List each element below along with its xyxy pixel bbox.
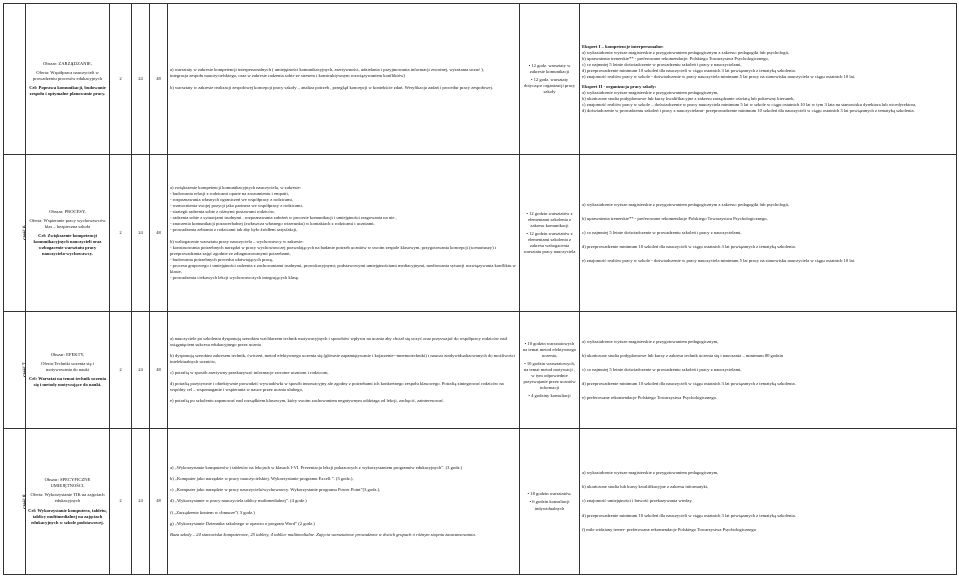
expert-req: b) uprawnienia trenerskie** - preferowane rekomendacje Polskiego Towarzystwa Psychologicznego, [582,215,768,221]
content-line: - budowania relacji z rodzicami oparte na zrozumieniu i empatii, [170,191,289,197]
expert-req: d) przeprowadzenie minimum 10 szkoleń dla nauczycieli w ciągu ostatnich 3 lat powiązanych z tematyką szkolenia. [582,381,796,387]
expert-req: a) wykształcenie wyższe magisterskie z przygotowaniem pedagogicznym, [582,470,719,476]
table-row [4,4,957,155]
hours-count: 24 [132,312,150,429]
total-hours: 48 [150,429,168,575]
content-line: - procesu grupowego i umiejętności radzenia z zachowaniami trudnymi, prowokacyjnymi; podstawowymi umiejętnościami mediacyjnymi, mediowania sytuacji rozwiązywania konfliktu w klasie, [170,262,516,274]
area-offer: Oferta: Współpraca nauczycieli w prowadzeniu procesów edukacyjnych [32,69,103,81]
expert-req: c) znajomość umiejętności i łatwość przekazywania wiedzy, [582,498,693,504]
expert-req: e) znajomość realiów pracy w szkole - doświadczenie w pracy nauczyciela minimum 5 lat pracy na stanowisku nauczyciela w ciągu ostatnich 10 lat. [582,258,856,264]
content-note: Baza szkoły – 24 stanowiska komputerowe, 25 tablety, 4 tablice multimedialne. Zajęcia warsztatowe prowadzone w dwóch grupach o różnym stopniu zaawansowania. [170,531,476,537]
content-line: - rozpoznawania własnych ograniczeń we współpracy z rodzicami, [170,197,293,203]
content-line: c) „Komputer jako narzędzie w pracy nauczyciela/wychowawcy. Wykorzystanie programu Power Point”(3 godz.), [170,487,381,493]
form-cell [520,155,580,312]
form-item: • 12 godz. warsztaty dotyczące organizacji pracy szkoły [523,76,576,95]
expert-req: d) przeprowadzenie minimum 10 szkoleń dla nauczycieli w ciągu ostatnich 3 lat powiązanych z tematyką szkolenia. [582,512,796,518]
expert-cell [580,155,957,312]
form-item: • 10 godzin warsztatowych, na temat metod motywacji , w tym odpowiednie przyswajanie przez uczniów informacji [523,360,576,391]
total-hours: 48 [150,312,168,429]
content-line: - prowadzenia ciekawych lekcji wychowawczych integrujących klasę. [170,274,299,280]
expert-req: a) wykształcenie wyższe magisterskie z przygotowaniem pedagogicznym z zakresu: pedagogiki lub psychologii, [582,49,790,55]
area-domain: Obszar: PROCESY, [49,208,86,214]
form-item: • 4 godziny konsultacji [528,393,571,399]
total-hours: 48 [150,4,168,155]
part-label: część [23,497,26,509]
expert-cell [580,429,957,575]
area-domain: Obszar: EFEKTY, [50,351,85,357]
expert-req: b) ukończone studia lub kursy kwalifikacyjne z zakresu informatyki, [582,484,709,490]
form-cell [520,4,580,155]
table-row [4,429,957,575]
hours-count: 24 [132,429,150,575]
part-cell [4,429,26,575]
groups-count: 2 [110,155,132,312]
offer-table-page [3,3,956,578]
content-line: a) warsztaty w zakresie kompetencji interpersonalnych ( umiejętności komunikacyjnych, asertywności, udzielania i przyjmowania informacji zwrotnej, wyrażania uczuć ), [170,67,484,73]
form-item: • 12 godzin warsztatów z elementami szkolenia z zakresu komunikacji [526,210,573,228]
expert-cell [580,4,957,155]
hours-count: 24 [132,4,150,155]
expert-heading: Ekspert II - organizacja pracy szkoły: [582,84,657,90]
content-line: b) wzbogacenie warsztatu pracy nauczyciela – wychowawcy w zakresie: [170,238,304,244]
area-cell [26,155,110,312]
content-line: f) „Zarządzenie kontem w chmurze”( 3 godz.) [170,509,255,515]
form-item: • 10 godzin warsztatowych na temat metod efektywnego uczenia, [522,340,577,358]
part-label: część [23,366,26,378]
content-line: e) potrafią po szkoleniu zapanować nad rozsądkiem klasowym, który swoim zachowaniem negatywnym oddziaga od lekcji, zachęcić, zainteresować. [170,398,445,404]
content-cell [168,155,520,312]
expert-req: b) uprawnienia trenerskie** - preferowane rekomendacje: Polskiego Towarzystwa Psychologicznego, [582,55,769,61]
expert-req: c) co najmniej 5 letnie doświadczenie w prowadzeniu szkoleń i pracy z nauczycielami, [582,366,742,372]
expert-req: f) mile widziany trener- preferowane rekomendacje Polskiego Towarzystwa Psychologicznego [582,526,757,532]
form-item: • 12 godzin warsztatów z elementami szkolenia z zakresu wzbogacenia warsztatu pracy nauczyciela [523,230,576,255]
expert-req: a) wykształcenie wyższe magisterskie z przygotowaniem pedagogicznym, [582,90,719,96]
expert-req: c) znajomość realiów pracy w szkole – doświadczenie w pracy nauczyciela minimum 5 lat w szkole w ciągu ostatnich 10 lat w tym 3 lata na stanowisku dyrektora lub wicedyrektora, [582,102,917,108]
hours-count: 24 [132,155,150,312]
part-cell [4,312,26,429]
content-line: d) potrafią pozytywnie i obiektywnie prowadzić wywiadówki w sposób innowacyjny ale zgodny z potrzebami ich konkretnego zespołu klasowego. Potrafią zintegrować rodziców na wspólny cel – wspomaganie i wspierania w nauce przez ucznia ulubego, [170,381,504,393]
content-cell [168,312,520,429]
area-offer: Oferta: Wykorzystanie TIK na zajęciach edukacyjnych [30,492,105,504]
expert-req: c) co najmniej 5 letnie doświadczenie w prowadzeniu szkoleń i pracy z nauczycielami, [582,61,742,67]
expert-req: a) wykształcenie wyższe magisterskie z przygotowaniem pedagogicznym, [582,338,719,344]
table-row [4,312,957,429]
expert-req: a) wykształcenie wyższe magisterskie z przygotowaniem pedagogicznym z zakresu: pedagogiki lub psychologii, [582,201,790,207]
content-line: g) „Wykorzystanie Dziennika szkolnego w oparciu o program Word” (2 godz.) [170,520,315,526]
groups-count: 2 [110,429,132,575]
training-offer-table [3,3,957,575]
content-line: - znaczenia komunikacji pozawerbalnej (zwłaszcza własnego wizerunku) w kontaktach z rodzicami i uczniami, [170,221,375,227]
form-cell [520,312,580,429]
area-cell [26,429,110,575]
expert-req: b) ukończone studia podyplomowe lub kursy kwalifikacyjne z zakresu zarządzanie oświatą lub pokrewny kierunek, [582,96,795,102]
content-cell [168,429,520,575]
content-line: a) nauczyciele po szkoleniu dysponują szerokim wachlarzem technik motywacyjnych i sposobów wpływu na ucznia aby chciał się uczyć oraz przyswajać do współpracy rodziców nad osiągnięciem sukcesu edukacyjnego przez ucznia [170,335,507,347]
part-label: część [23,229,26,241]
expert-req: d) przeprowadzenie minimum 10 szkoleń dla nauczycieli w ciągu ostatnich 3 lat powiązanych z tematyką szkolenia. [582,244,796,250]
content-line: - budowania potrzebnych procedur ułatwiających pracę, [170,256,274,262]
content-line: - konstruowania potrzebnych narzędzi w pracy wychowawczej pozwalających na badanie potrzeb uczniów w swoim zespole klasowym, przygotowania koncepcji (scenariuszy) i przeprowadzania zajęć zgodnie ze zdiagnozowanymi potrzebami, [170,244,497,256]
table-row [4,155,957,312]
content-line: - radzenia sobie z sytuacjami trudnymi , rozpoznawania założeń w procesie komunikacji i umiejętności reagowania na nie , [170,215,397,221]
form-item: • 6 godzin konsultacji indywidualnych [529,499,570,511]
expert-req: b) ukończone studia podyplomowe lub kursy z zakresu technik uczenia się i nauczania – minimum 80 godzin [582,352,784,358]
area-cell [26,312,110,429]
content-line: b) „Komputer jako narzędzie w pracy nauczycielskiej. Wykorzystanie programu Excell.”. (3 godz.), [170,476,354,482]
content-line: d) „Wykorzystanie w pracy nauczyciela tablicy multimedialnej”. (4 godz.) [170,498,307,504]
content-cell [168,4,520,155]
expert-req: c) co najmniej 5 letnie doświadczenie w prowadzeniu szkoleń i pracy z nauczycielami, [582,229,742,235]
area-offer: Oferta:Techniki uczenia się i motywowania do nauki [41,360,94,372]
content-line: - prowadzenia zebrania z rodzicami tak aby było źródłem satysfakcji, [170,227,298,233]
area-goal: Cel: Poprawa komunikacji, budowanie zespołu i optymalne planowanie pracy. [29,85,106,97]
expert-cell [580,312,957,429]
content-line: integracja zespołu nauczycielskiego, oraz w zakresie radzenia sobie ze stresem i konstruktywnym rozwiązywaniem konfliktów) [170,73,405,79]
area-offer: Oferta: Wspieranie pracy wychowawców klas – bezpieczna szkoła [29,217,106,229]
form-cell [520,429,580,575]
expert-req: e) znajomość realiów pracy w szkole - doświadczenie w pracy nauczyciela minimum 5 lat pracy na stanowisku nauczyciela w ciągu ostatnich 10 lat, [582,73,856,79]
content-line: - wzmocnienia swojej pozycji jako partnera we współpracy z rodzicami, [170,203,303,209]
content-line: a) „Wykorzystanie komputerów i tabletów na lekcjach w klasach I-VI. Prezentacja lekcji pokazowych z wykorzystaniem programów edukacyjnych”. (3 godz.) [170,465,463,471]
area-goal: Cel: Zwiększenie kompetencji komunikacyjnych nauczycieli oraz wzbogacenie warsztatu pracy nauczyciela-wychowawcy. [33,232,102,257]
area-domain: Obszar: SPECYFICZNE UMIEJĘTNOŚCI, [44,477,91,489]
form-item: • 12 godz. warsztaty w zakresie komunikacji [528,62,571,74]
area-cell [26,4,110,155]
expert-req: d) przeprowadzenie minimum 10 szkoleń dla nauczycieli w ciągu ostatnich 3 lat powiązanych z tematyką szkolenia. [582,67,796,73]
expert-heading: Ekspert I – kompetencje interpersonalne: [582,43,664,49]
expert-req: d) doświadczenie w prowadzeniu szkoleń i pracy z nauczycielami- przeprowadzenie minimum 10 szkoleń dla nauczycieli w ciągu ostatnich 3 lat powiązanych z tematyką szkolenia. [582,108,915,114]
content-line: b) dysponują szerokim zakresem technik, ćwiczeń, metod efektywnego uczenia się (głównie zapamiętywanie i kojarzenie--mnemotechniki) i naucza zindywidualizowanych do możliwości intelektualnych uczniów, [170,352,515,364]
expert-req: e) preferowane rekomendacje Polskiego Towarzystwa Psychologicznego. [582,395,718,401]
area-goal: Cel: Warsztat na temat technik uczenia się i metody motywujące do nauki. [28,376,107,388]
groups-count: 2 [110,4,132,155]
total-hours: 48 [150,155,168,312]
content-line: - strategii radzenia sobie z różnymi postawami rodziców, [170,209,275,215]
form-item: • 18 godzin warsztatów, [527,491,572,497]
area-goal: Cel: Wykorzystanie komputera, tabletu, tablicy multimedialnej na zajęciach edukacyjnych w szkole podstawowej. [28,507,107,525]
groups-count: 2 [110,312,132,429]
content-line: a) zwiększenie kompetencji komunikacyjnych nauczyciela, w zakresie: [170,185,301,191]
content-line: c) potrafią w sposób asertywny przekazywać informacje zwrotne uczniom i rodzicom, [170,370,329,375]
content-line: b) warsztaty w zakresie realizacji zespołowej koncepcji pracy szkoły – analiza potrzeb , przegląd koncepcji w kontekście zdań. Weryfikacja zadań i procedur pracy zespołowej. [170,84,494,90]
part-cell [4,4,26,155]
part-cell [4,155,26,312]
area-domain: Obszar: ZARZĄDZANIE, [43,60,92,66]
